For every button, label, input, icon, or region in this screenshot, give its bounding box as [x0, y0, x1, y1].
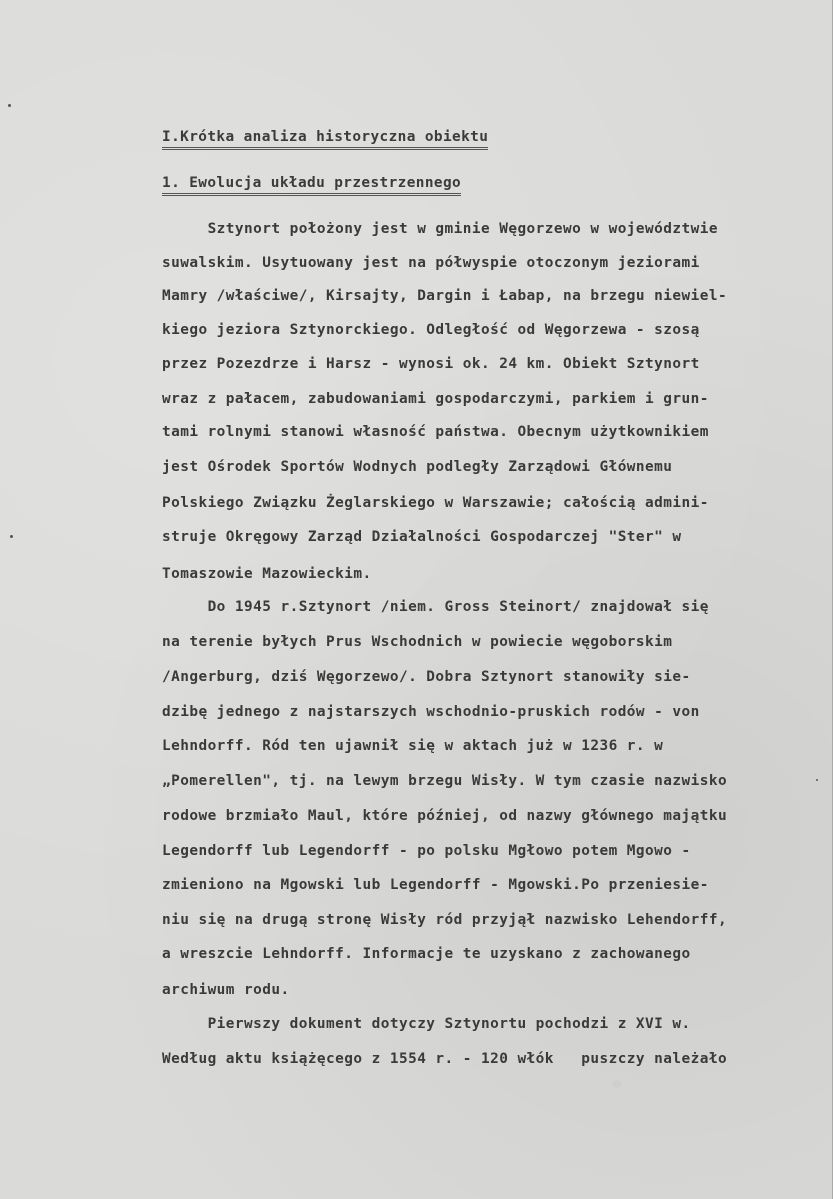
text-line: struje Okręgowy Zarząd Działalności Gospodarczej "Ster" w — [162, 529, 682, 545]
text-line: kiego jeziora Sztynorckiego. Odległość od Węgorzewa - szosą — [162, 322, 700, 338]
text-line: przez Pozezdrze i Harsz - wynosi ok. 24 km. Obiekt Sztynort — [162, 356, 700, 372]
text-line: dzibę jednego z najstarszych wschodnio-pruskich rodów - von — [162, 704, 700, 720]
scan-speck — [816, 779, 818, 781]
scan-speck — [8, 104, 11, 107]
text-line: niu się na drugą stronę Wisły ród przyjął nazwisko Lehendorff, — [162, 912, 728, 928]
text-line: jest Ośrodek Sportów Wodnych podległy Zarządowi Głównemu — [162, 459, 673, 475]
text-line: archiwum rodu. — [162, 982, 290, 998]
text-line: „Pomerellen", tj. na lewym brzegu Wisły. W tym czasie nazwisko — [162, 773, 728, 789]
text-line: a wreszcie Lehndorff. Informacje te uzyskano z zachowanego — [162, 946, 691, 962]
text-line: tami rolnymi stanowi własność państwa. Obecnym użytkownikiem — [162, 424, 709, 440]
subsection-heading: 1. Ewolucja układu przestrzennego — [162, 175, 461, 196]
text-line: Polskiego Związku Żeglarskiego w Warszawie; całością admini- — [162, 495, 709, 511]
text-line: rodowe brzmiało Maul, które później, od nazwy głównego majątku — [162, 808, 728, 824]
text-line: Lehndorff. Ród ten ujawnił się w aktach już w 1236 r. w — [162, 738, 664, 754]
text-line: Według aktu książęcego z 1554 r. - 120 włók puszczy należało — [162, 1051, 728, 1067]
text-line: zmieniono na Mgowski lub Legendorff - Mgowski.Po przeniesie- — [162, 877, 709, 893]
text-line: Tomaszowie Mazowieckim. — [162, 566, 372, 582]
text-line: Sztynort położony jest w gminie Węgorzewo w województwie — [162, 221, 718, 237]
text-line: Do 1945 r.Sztynort /niem. Gross Steinort/ znajdował się — [162, 599, 709, 615]
text-line: Pierwszy dokument dotyczy Sztynortu pochodzi z XVI w. — [162, 1016, 691, 1032]
text-line: suwalskim. Usytuowany jest na półwyspie otoczonym jeziorami — [162, 255, 700, 271]
text-line: wraz z pałacem, zabudowaniami gospodarczymi, parkiem i grun- — [162, 391, 709, 407]
text-line: /Angerburg, dziś Węgorzewo/. Dobra Sztynort stanowiły sie- — [162, 669, 691, 685]
text-line: na terenie byłych Prus Wschodnich w powiecie węgoborskim — [162, 634, 673, 650]
scan-speck — [10, 535, 13, 538]
text-line: Mamry /właściwe/, Kirsajty, Dargin i Łabap, na brzegu niewiel- — [162, 288, 728, 304]
scan-blemish — [612, 1080, 622, 1088]
section-heading: I.Krótka analiza historyczna obiektu — [162, 129, 488, 150]
text-line: Legendorff lub Legendorff - po polsku Mgłowo potem Mgowo - — [162, 843, 691, 859]
